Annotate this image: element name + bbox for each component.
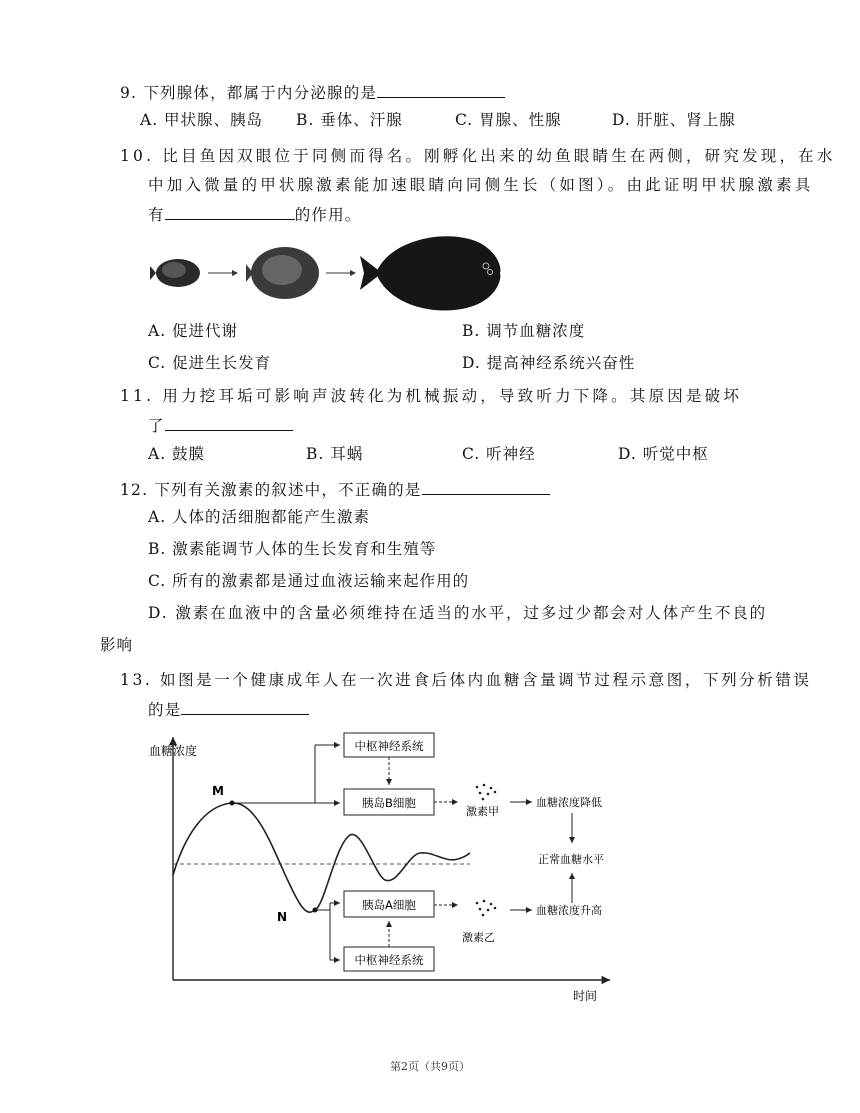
q12-stem-text: 12. 下列有关激素的叙述中，不正确的是 <box>120 481 422 499</box>
q13-line-2 <box>148 698 309 721</box>
q11-line-1: 11. 用力挖耳垢可影响声波转化为机械振动，导致听力下降。其原因是破坏 <box>120 387 743 405</box>
q11-answer-blank[interactable] <box>165 414 293 431</box>
flatfish-adult-image <box>360 236 500 310</box>
fish-larva-image <box>150 259 200 287</box>
fish-development-figure <box>150 228 510 318</box>
cns-bottom-label: 中枢神经系统 <box>354 953 424 967</box>
q12-option-d-continued: 影响 <box>100 636 134 654</box>
point-n-label: N <box>277 910 288 924</box>
q10-option-d: D. 提高神经系统兴奋性 <box>462 354 636 372</box>
q10-line-3-suffix: 的作用。 <box>294 206 362 224</box>
q9-stem-text: 9. 下列腺体，都属于内分泌腺的是 <box>120 84 378 102</box>
q9-stem <box>120 81 505 104</box>
normal-level-label: 正常血糖水平 <box>538 853 604 866</box>
q12-option-a: A. 人体的活细胞都能产生激素 <box>148 508 371 526</box>
q10-line-2: 中加入微量的甲状腺激素能加速眼睛向同侧生长（如图）。由此证明甲状腺激素具 <box>148 176 814 194</box>
q11-line-2 <box>148 414 293 437</box>
q12-stem <box>120 478 550 501</box>
q9-option-a: A. 甲状腺、胰岛 <box>140 111 264 129</box>
q9-answer-blank[interactable] <box>377 81 505 98</box>
cns-top-label: 中枢神经系统 <box>354 739 424 753</box>
sugar-down-label: 血糖浓度降低 <box>536 796 602 809</box>
hormone-a-dots <box>476 784 497 801</box>
y-axis-label-1: 血糖浓度 <box>149 744 198 758</box>
page-footer: 第2页（共9页） <box>390 1060 470 1073</box>
arrow-right-icon <box>208 270 238 276</box>
hormone-b-label: 激素乙 <box>462 931 495 944</box>
arrow-right-icon <box>326 270 356 276</box>
q13-line-1: 13. 如图是一个健康成年人在一次进食后体内血糖含量调节过程示意图，下列分析错误 <box>120 671 812 689</box>
hormone-a-label: 激素甲 <box>466 805 499 818</box>
hormone-b-dots <box>476 900 497 917</box>
q11-line-2-prefix: 了 <box>148 417 165 435</box>
q10-option-a: A. 促进代谢 <box>148 322 239 340</box>
q10-line-3-prefix: 有 <box>148 206 165 224</box>
sugar-up-label: 血糖浓度升高 <box>536 904 602 917</box>
q9-option-d: D. 肝脏、肾上腺 <box>612 111 736 129</box>
point-m-label: M <box>212 784 224 798</box>
q11-option-c: C. 听神经 <box>462 445 536 463</box>
q10-line-3 <box>148 203 362 226</box>
q12-option-c: C. 所有的激素都是通过血液运输来起作用的 <box>148 572 470 590</box>
q11-option-b: B. 耳蜗 <box>306 445 364 463</box>
q12-option-d: D. 激素在血液中的含量必须维持在适当的水平，过多过少都会对人体产生不良的 <box>148 604 768 622</box>
q13-line-2-prefix: 的是 <box>148 701 182 719</box>
q10-answer-blank[interactable] <box>165 203 295 220</box>
fish-juvenile-image <box>246 247 319 299</box>
islet-b-label: 胰岛B细胞 <box>362 796 416 810</box>
q12-answer-blank[interactable] <box>422 478 550 495</box>
q11-option-d: D. 听觉中枢 <box>618 445 709 463</box>
q11-option-a: A. 鼓膜 <box>148 445 206 463</box>
q10-line-1: 10. 比目鱼因双眼位于同侧而得名。刚孵化出来的幼鱼眼睛生在两侧，研究发现，在水 <box>120 147 836 165</box>
q9-option-c: C. 胃腺、性腺 <box>455 111 562 129</box>
x-axis-label: 时间 <box>573 989 598 1003</box>
q10-option-b: B. 调节血糖浓度 <box>462 322 586 340</box>
islet-a-label: 胰岛A细胞 <box>362 898 416 912</box>
q12-option-b: B. 激素能调节人体的生长发育和生殖等 <box>148 540 437 558</box>
q9-option-b: B. 垂体、汗腺 <box>296 111 403 129</box>
q10-option-c: C. 促进生长发育 <box>148 354 272 372</box>
q13-answer-blank[interactable] <box>181 698 309 715</box>
blood-sugar-diagram <box>140 725 620 1005</box>
